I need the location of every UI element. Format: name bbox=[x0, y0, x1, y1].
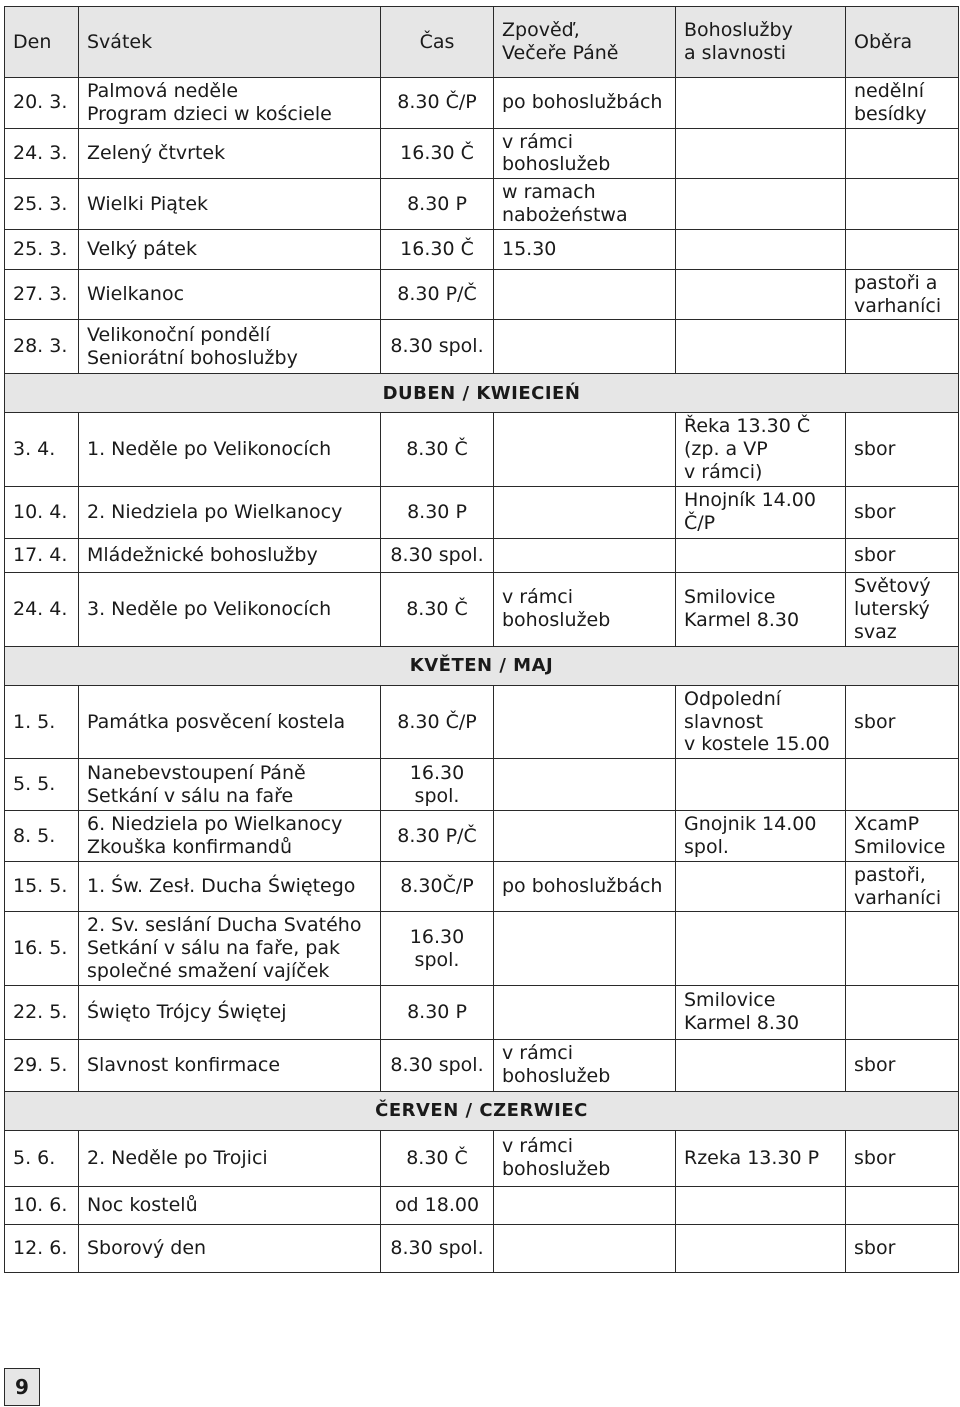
schedule-row bbox=[5, 1224, 959, 1272]
cell-offering: pastoři a varhaníci bbox=[846, 269, 959, 320]
cell-time: 16.30 Č bbox=[381, 229, 494, 269]
cell-offering bbox=[846, 320, 959, 374]
cell-time: 8.30 P bbox=[381, 179, 494, 230]
month-section-title: ČERVEN / CZERWIEC bbox=[5, 1091, 959, 1130]
cell-time: 16.30 Č bbox=[381, 128, 494, 179]
cell-feast: 3. Neděle po Velikonocích bbox=[79, 572, 381, 646]
cell-offering: sbor bbox=[846, 1130, 959, 1186]
cell-offering: sbor bbox=[846, 413, 959, 486]
cell-time: 8.30 spol. bbox=[381, 320, 494, 374]
cell-feast: Památka posvěcení kostela bbox=[79, 685, 381, 758]
cell-services bbox=[676, 1224, 846, 1272]
cell-offering: Světový luterský svaz bbox=[846, 572, 959, 646]
cell-date: 22. 5. bbox=[5, 985, 79, 1039]
cell-feast: Nanebevstoupení Páně Setkání v sálu na faře bbox=[79, 759, 381, 811]
cell-date: 16. 5. bbox=[5, 912, 79, 985]
cell-offering: sbor bbox=[846, 685, 959, 758]
cell-offering: sbor bbox=[846, 486, 959, 538]
schedule-row bbox=[5, 229, 959, 269]
cell-time: 8.30 P bbox=[381, 985, 494, 1039]
schedule-table bbox=[4, 6, 959, 1273]
cell-date: 20. 3. bbox=[5, 78, 79, 129]
cell-offering: sbor bbox=[846, 538, 959, 572]
cell-services bbox=[676, 229, 846, 269]
cell-services bbox=[676, 179, 846, 230]
schedule-row bbox=[5, 128, 959, 179]
month-section-title: KVĚTEN / MAJ bbox=[5, 646, 959, 685]
cell-date: 28. 3. bbox=[5, 320, 79, 374]
cell-confession: w ramach nabożeństwa bbox=[494, 179, 676, 230]
cell-feast: 2. Niedziela po Wielkanocy bbox=[79, 486, 381, 538]
cell-time: 16.30 spol. bbox=[381, 912, 494, 985]
cell-confession bbox=[494, 759, 676, 811]
cell-confession bbox=[494, 1224, 676, 1272]
cell-feast: Święto Trójcy Świętej bbox=[79, 985, 381, 1039]
header-services: Bohoslužby a slavnosti bbox=[676, 7, 846, 78]
cell-confession bbox=[494, 320, 676, 374]
cell-time: 8.30 P bbox=[381, 486, 494, 538]
schedule-row bbox=[5, 1186, 959, 1224]
schedule-row bbox=[5, 685, 959, 758]
cell-offering: sbor bbox=[846, 1039, 959, 1091]
cell-confession: po bohoslužbách bbox=[494, 78, 676, 129]
cell-date: 12. 6. bbox=[5, 1224, 79, 1272]
cell-offering bbox=[846, 229, 959, 269]
cell-date: 1. 5. bbox=[5, 685, 79, 758]
header-confession: Zpověď, Večeře Páně bbox=[494, 7, 676, 78]
header-time: Čas bbox=[381, 7, 494, 78]
cell-services bbox=[676, 128, 846, 179]
cell-offering: sbor bbox=[846, 1224, 959, 1272]
schedule-row bbox=[5, 861, 959, 912]
cell-time: 8.30 spol. bbox=[381, 1039, 494, 1091]
schedule-row bbox=[5, 985, 959, 1039]
cell-offering bbox=[846, 1186, 959, 1224]
cell-services bbox=[676, 269, 846, 320]
month-section-row bbox=[5, 646, 959, 685]
cell-confession: v rámci bohoslužeb bbox=[494, 128, 676, 179]
schedule-row bbox=[5, 572, 959, 646]
cell-services bbox=[676, 320, 846, 374]
cell-feast: Mládežnické bohoslužby bbox=[79, 538, 381, 572]
cell-feast: Noc kostelů bbox=[79, 1186, 381, 1224]
cell-feast: 1. Św. Zesł. Ducha Świętego bbox=[79, 861, 381, 912]
cell-services: Smilovice Karmel 8.30 bbox=[676, 985, 846, 1039]
month-section-title: DUBEN / KWIECIEŃ bbox=[5, 374, 959, 413]
cell-feast: 1. Neděle po Velikonocích bbox=[79, 413, 381, 486]
cell-date: 27. 3. bbox=[5, 269, 79, 320]
cell-date: 3. 4. bbox=[5, 413, 79, 486]
cell-confession bbox=[494, 985, 676, 1039]
cell-time: 8.30 spol. bbox=[381, 1224, 494, 1272]
cell-confession: v rámci bohoslužeb bbox=[494, 572, 676, 646]
cell-offering: XcamP Smilovice bbox=[846, 811, 959, 862]
cell-services: Řeka 13.30 Č (zp. a VP v rámci) bbox=[676, 413, 846, 486]
cell-offering bbox=[846, 912, 959, 985]
cell-date: 25. 3. bbox=[5, 229, 79, 269]
cell-services: Smilovice Karmel 8.30 bbox=[676, 572, 846, 646]
cell-services bbox=[676, 1186, 846, 1224]
cell-date: 15. 5. bbox=[5, 861, 79, 912]
header-feast: Svátek bbox=[79, 7, 381, 78]
cell-feast: Zelený čtvrtek bbox=[79, 128, 381, 179]
cell-feast: Sborový den bbox=[79, 1224, 381, 1272]
schedule-row bbox=[5, 538, 959, 572]
cell-feast: 2. Sv. seslání Ducha Svatého Setkání v sálu na faře, pak společné smažení vajíček bbox=[79, 912, 381, 985]
cell-time: 8.30 Č bbox=[381, 1130, 494, 1186]
cell-date: 5. 6. bbox=[5, 1130, 79, 1186]
schedule-row bbox=[5, 1039, 959, 1091]
schedule-row bbox=[5, 269, 959, 320]
cell-feast: 6. Niedziela po Wielkanocy Zkouška konfirmandů bbox=[79, 811, 381, 862]
cell-services bbox=[676, 538, 846, 572]
schedule-row bbox=[5, 811, 959, 862]
cell-confession bbox=[494, 538, 676, 572]
cell-confession bbox=[494, 811, 676, 862]
cell-services bbox=[676, 861, 846, 912]
header-offering: Oběra bbox=[846, 7, 959, 78]
cell-confession: v rámci bohoslužeb bbox=[494, 1130, 676, 1186]
schedule-row bbox=[5, 912, 959, 985]
cell-confession bbox=[494, 685, 676, 758]
cell-feast: Wielkanoc bbox=[79, 269, 381, 320]
cell-time: 8.30 Č bbox=[381, 572, 494, 646]
cell-services: Rzeka 13.30 P bbox=[676, 1130, 846, 1186]
cell-feast: Slavnost konfirmace bbox=[79, 1039, 381, 1091]
cell-offering: pastoři, varhaníci bbox=[846, 861, 959, 912]
cell-confession bbox=[494, 413, 676, 486]
cell-time: 8.30 P/Č bbox=[381, 269, 494, 320]
cell-services bbox=[676, 759, 846, 811]
cell-confession bbox=[494, 912, 676, 985]
month-section-row bbox=[5, 1091, 959, 1130]
cell-feast: Wielki Piątek bbox=[79, 179, 381, 230]
schedule-row bbox=[5, 413, 959, 486]
cell-time: 8.30 Č bbox=[381, 413, 494, 486]
cell-offering bbox=[846, 179, 959, 230]
cell-feast: Palmová neděle Program dzieci w kościele bbox=[79, 78, 381, 129]
cell-services bbox=[676, 912, 846, 985]
cell-services: Gnojnik 14.00 spol. bbox=[676, 811, 846, 862]
header-row bbox=[5, 7, 959, 78]
cell-date: 5. 5. bbox=[5, 759, 79, 811]
cell-confession: v rámci bohoslužeb bbox=[494, 1039, 676, 1091]
cell-time: 8.30 P/Č bbox=[381, 811, 494, 862]
cell-offering bbox=[846, 985, 959, 1039]
cell-time: 8.30 Č/P bbox=[381, 685, 494, 758]
cell-services: Odpolední slavnost v kostele 15.00 bbox=[676, 685, 846, 758]
cell-date: 24. 4. bbox=[5, 572, 79, 646]
cell-time: 8.30 spol. bbox=[381, 538, 494, 572]
cell-date: 10. 4. bbox=[5, 486, 79, 538]
cell-feast: Velký pátek bbox=[79, 229, 381, 269]
cell-time: 8.30 Č/P bbox=[381, 78, 494, 129]
header-date: Den bbox=[5, 7, 79, 78]
cell-time: 8.30Č/P bbox=[381, 861, 494, 912]
cell-offering: nedělní besídky bbox=[846, 78, 959, 129]
page-number: 9 bbox=[4, 1368, 40, 1406]
cell-date: 24. 3. bbox=[5, 128, 79, 179]
schedule-row bbox=[5, 1130, 959, 1186]
cell-date: 25. 3. bbox=[5, 179, 79, 230]
cell-offering bbox=[846, 128, 959, 179]
cell-offering bbox=[846, 759, 959, 811]
cell-date: 8. 5. bbox=[5, 811, 79, 862]
cell-confession bbox=[494, 1186, 676, 1224]
cell-date: 17. 4. bbox=[5, 538, 79, 572]
month-section-row bbox=[5, 374, 959, 413]
schedule-row bbox=[5, 486, 959, 538]
cell-services bbox=[676, 1039, 846, 1091]
cell-date: 10. 6. bbox=[5, 1186, 79, 1224]
cell-services bbox=[676, 78, 846, 129]
schedule-row bbox=[5, 759, 959, 811]
cell-feast: Velikonoční pondělí Seniorátní bohoslužby bbox=[79, 320, 381, 374]
cell-time: 16.30 spol. bbox=[381, 759, 494, 811]
cell-feast: 2. Neděle po Trojici bbox=[79, 1130, 381, 1186]
cell-services: Hnojník 14.00 Č/P bbox=[676, 486, 846, 538]
schedule-row bbox=[5, 78, 959, 129]
cell-confession bbox=[494, 486, 676, 538]
cell-confession: po bohoslužbách bbox=[494, 861, 676, 912]
cell-confession: 15.30 bbox=[494, 229, 676, 269]
cell-time: od 18.00 bbox=[381, 1186, 494, 1224]
cell-date: 29. 5. bbox=[5, 1039, 79, 1091]
cell-confession bbox=[494, 269, 676, 320]
schedule-row bbox=[5, 320, 959, 374]
schedule-row bbox=[5, 179, 959, 230]
